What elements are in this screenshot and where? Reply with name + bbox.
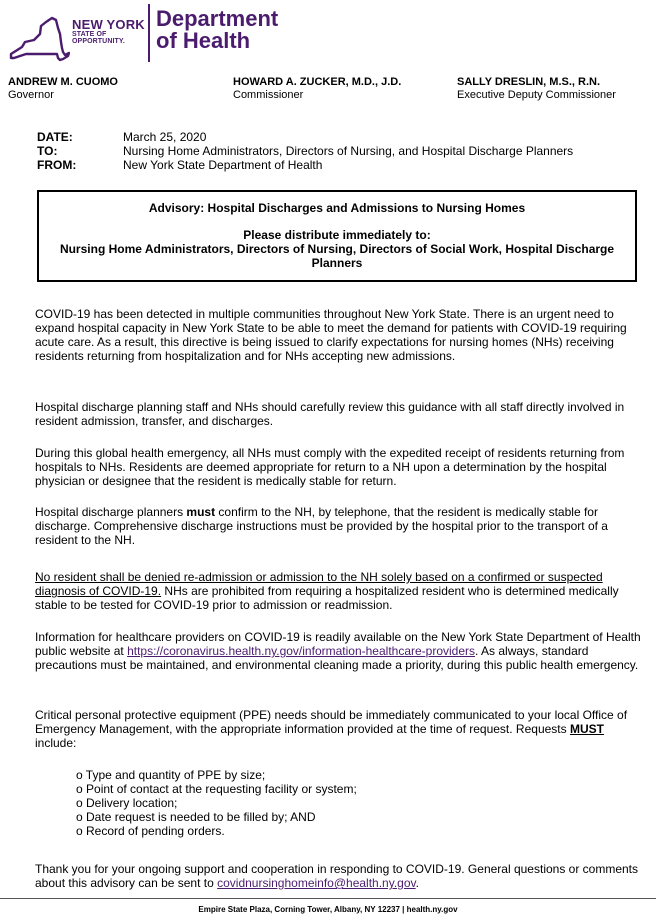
- advisory-title: Advisory: Hospital Discharges and Admissions to Nursing Homes: [148, 201, 526, 215]
- paragraph-discharge-planners: [35, 505, 641, 547]
- memo-from-value: New York State Department of Health: [123, 158, 323, 172]
- paragraph-information: [35, 630, 641, 672]
- p6-text-b: . As always, standard precautions must be maintained, and environmental cleaning made a priority, during this public health emergency.: [35, 644, 639, 672]
- official-title: Governor: [8, 89, 54, 101]
- memo-to-label: TO:: [37, 144, 58, 158]
- list-item: o Point of contact at the requesting facility or system;: [76, 782, 576, 796]
- ppe-requirements-list: [76, 768, 576, 838]
- p4-text-a: Hospital discharge planners: [35, 505, 187, 519]
- contact-email-link[interactable]: covidnursinghomeinfo@health.ny.gov: [217, 876, 416, 890]
- memo-date-label: DATE:: [37, 130, 73, 144]
- memo-to-value: Nursing Home Administrators, Directors of Nursing, and Hospital Discharge Planners: [123, 144, 574, 158]
- p8-text-b: .: [415, 876, 419, 890]
- paragraph-no-denial: [35, 570, 641, 612]
- list-item: o Record of pending orders.: [76, 824, 576, 838]
- p4-must: must: [186, 505, 216, 519]
- ny-line1: NEW YORK: [72, 17, 145, 32]
- p7-must: MUST: [569, 722, 604, 736]
- p7-text-a: Critical personal protective equipment (PPE) needs should be immediately communicated to your local Office of Emergency Management, with the appropriate information provided at the time of request. Requests: [35, 708, 628, 736]
- memo-date-row: [37, 130, 637, 144]
- logo-divider: [148, 4, 150, 62]
- official-governor: [8, 76, 118, 102]
- department-of-health-title: [156, 8, 278, 52]
- advisory-distribute: Please distribute immediately to:: [243, 228, 431, 242]
- healthcare-providers-link[interactable]: https://coronavirus.health.ny.gov/information-healthcare-providers: [127, 644, 476, 658]
- paragraph-thank-you: [35, 862, 641, 890]
- footer-address: Empire State Plaza, Corning Tower, Albany, NY 12237 | health.ny.gov: [198, 905, 458, 914]
- p4-text-b: confirm to the NH, by telephone, that the resident is medically stable for discharge. Comprehensive discharge instructions must be provided by the hospital prior to the transport of a resident to the NH.: [35, 505, 608, 547]
- official-name: SALLY DRESLIN, M.S., R.N.: [457, 76, 601, 88]
- memo-to-row: [37, 144, 637, 158]
- paragraph-review: Hospital discharge planning staff and NHs should carefully review this guidance with all staff directly involved in resident admission, transfer, and discharges.: [35, 400, 625, 428]
- list-item: o Delivery location;: [76, 796, 576, 810]
- p8-text-a: Thank you for your ongoing support and cooperation in responding to COVID-19. General questions or comments about this advisory can be sent to: [35, 862, 639, 890]
- advisory-box: [37, 190, 637, 282]
- official-deputy-commissioner: [457, 76, 616, 102]
- memo-header: [37, 130, 637, 172]
- new-york-state-map-icon: [8, 14, 70, 64]
- official-name: ANDREW M. CUOMO: [8, 76, 118, 88]
- advisory-recipients: Nursing Home Administrators, Directors of Nursing, Directors of Social Work, Hospital Discharge Planners: [59, 242, 615, 270]
- official-title: Executive Deputy Commissioner: [457, 89, 616, 101]
- ny-line2: STATE OF: [72, 31, 107, 38]
- memo-from-row: [37, 158, 637, 172]
- list-item: o Date request is needed to be filled by; AND: [76, 810, 576, 824]
- memo-from-label: FROM:: [37, 158, 77, 172]
- paragraph-expedited-receipt: During this global health emergency, all NHs must comply with the expedited receipt of residents returning from hospitals to NHs. Residents are deemed appropriate for return to a NH upon a determination by the hospital physician or designee that the resident is medically stable for return.: [35, 446, 625, 488]
- official-name: HOWARD A. ZUCKER, M.D., J.D.: [233, 76, 402, 88]
- p5-underlined: No resident shall be denied re-admission or admission to the NH solely based on a confirmed or suspected diagnosis of COVID-19.: [35, 570, 603, 598]
- p7-text-b: include:: [35, 736, 77, 750]
- ny-line3: OPPORTUNITY.: [72, 38, 125, 45]
- official-title: Commissioner: [233, 89, 304, 101]
- official-commissioner: [233, 76, 401, 102]
- list-item: o Type and quantity of PPE by size;: [76, 768, 576, 782]
- doh-line1: Department: [156, 6, 279, 31]
- footer-divider: [0, 898, 656, 899]
- paragraph-intro: COVID-19 has been detected in multiple communities throughout New York State. There is an urgent need to expand hospital capacity in New York State to be able to meet the demand for patients with COVID-19 requiring acute care. As a result, this directive is being issued to clarify expectations for nursing homes (NHs) receiving residents returning from hospitalization and for NHs accepting new admissions.: [35, 307, 627, 363]
- paragraph-ppe: [35, 708, 641, 750]
- ny-wordmark: [72, 18, 154, 45]
- p6-text-a: Information for healthcare providers on COVID-19 is readily available on the New York State Department of Health public website at: [35, 630, 641, 658]
- p5-rest: NHs are prohibited from requiring a hospitalized resident who is determined medically stable to be tested for COVID-19 prior to admission or readmission.: [35, 584, 619, 612]
- officials-row: [0, 76, 656, 106]
- doh-line2: of Health: [156, 28, 251, 53]
- memo-date-value: March 25, 2020: [123, 130, 207, 144]
